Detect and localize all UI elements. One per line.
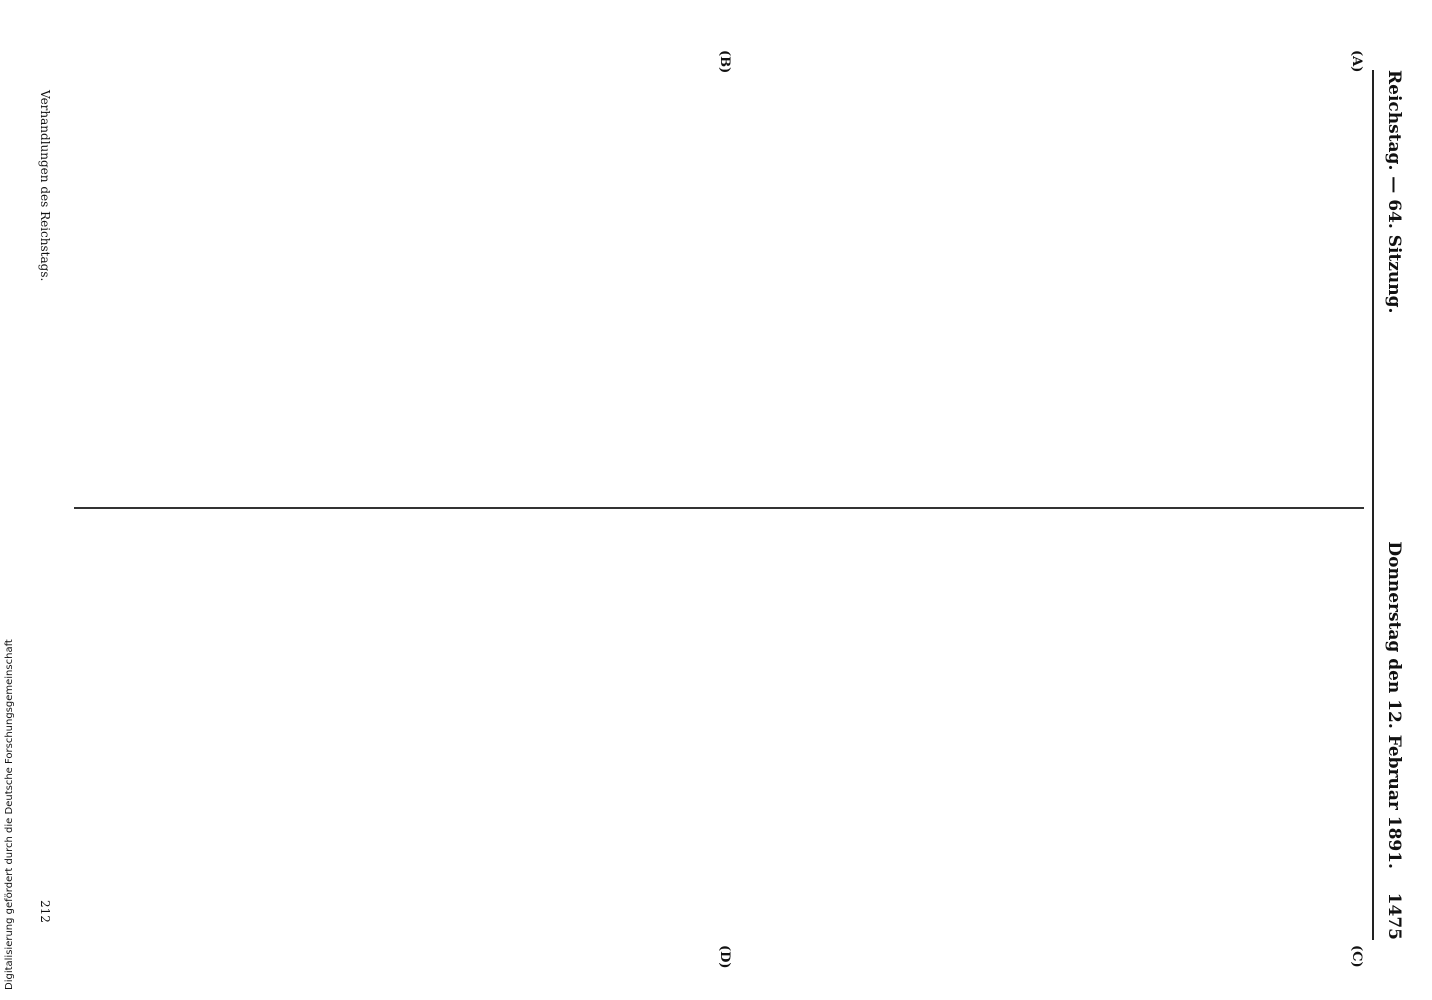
header-left: Reichstag. — 64. Sitzung. bbox=[1384, 70, 1404, 314]
running-header bbox=[1376, 70, 1404, 940]
left-column bbox=[74, 70, 1364, 490]
footer-left: Verhandlungen des Reichstags. bbox=[38, 90, 52, 282]
footer-page-number: 212 bbox=[38, 900, 52, 923]
margin-mark-a: (A) bbox=[1349, 50, 1364, 73]
header-rule bbox=[1372, 70, 1374, 940]
digitization-credit-text: Digitalisierung gefördert durch die Deutsche Forschungsgemeinschaft bbox=[4, 639, 15, 990]
margin-mark-c: (C) bbox=[1349, 945, 1364, 968]
margin-mark-d: (D) bbox=[717, 945, 732, 969]
column-separator bbox=[74, 507, 1364, 509]
right-column bbox=[74, 520, 1364, 940]
margin-mark-b: (B) bbox=[717, 50, 732, 74]
digitization-credit bbox=[4, 600, 14, 990]
header-right: Donnerstag den 12. Februar 1891. 1475 bbox=[1384, 541, 1404, 940]
